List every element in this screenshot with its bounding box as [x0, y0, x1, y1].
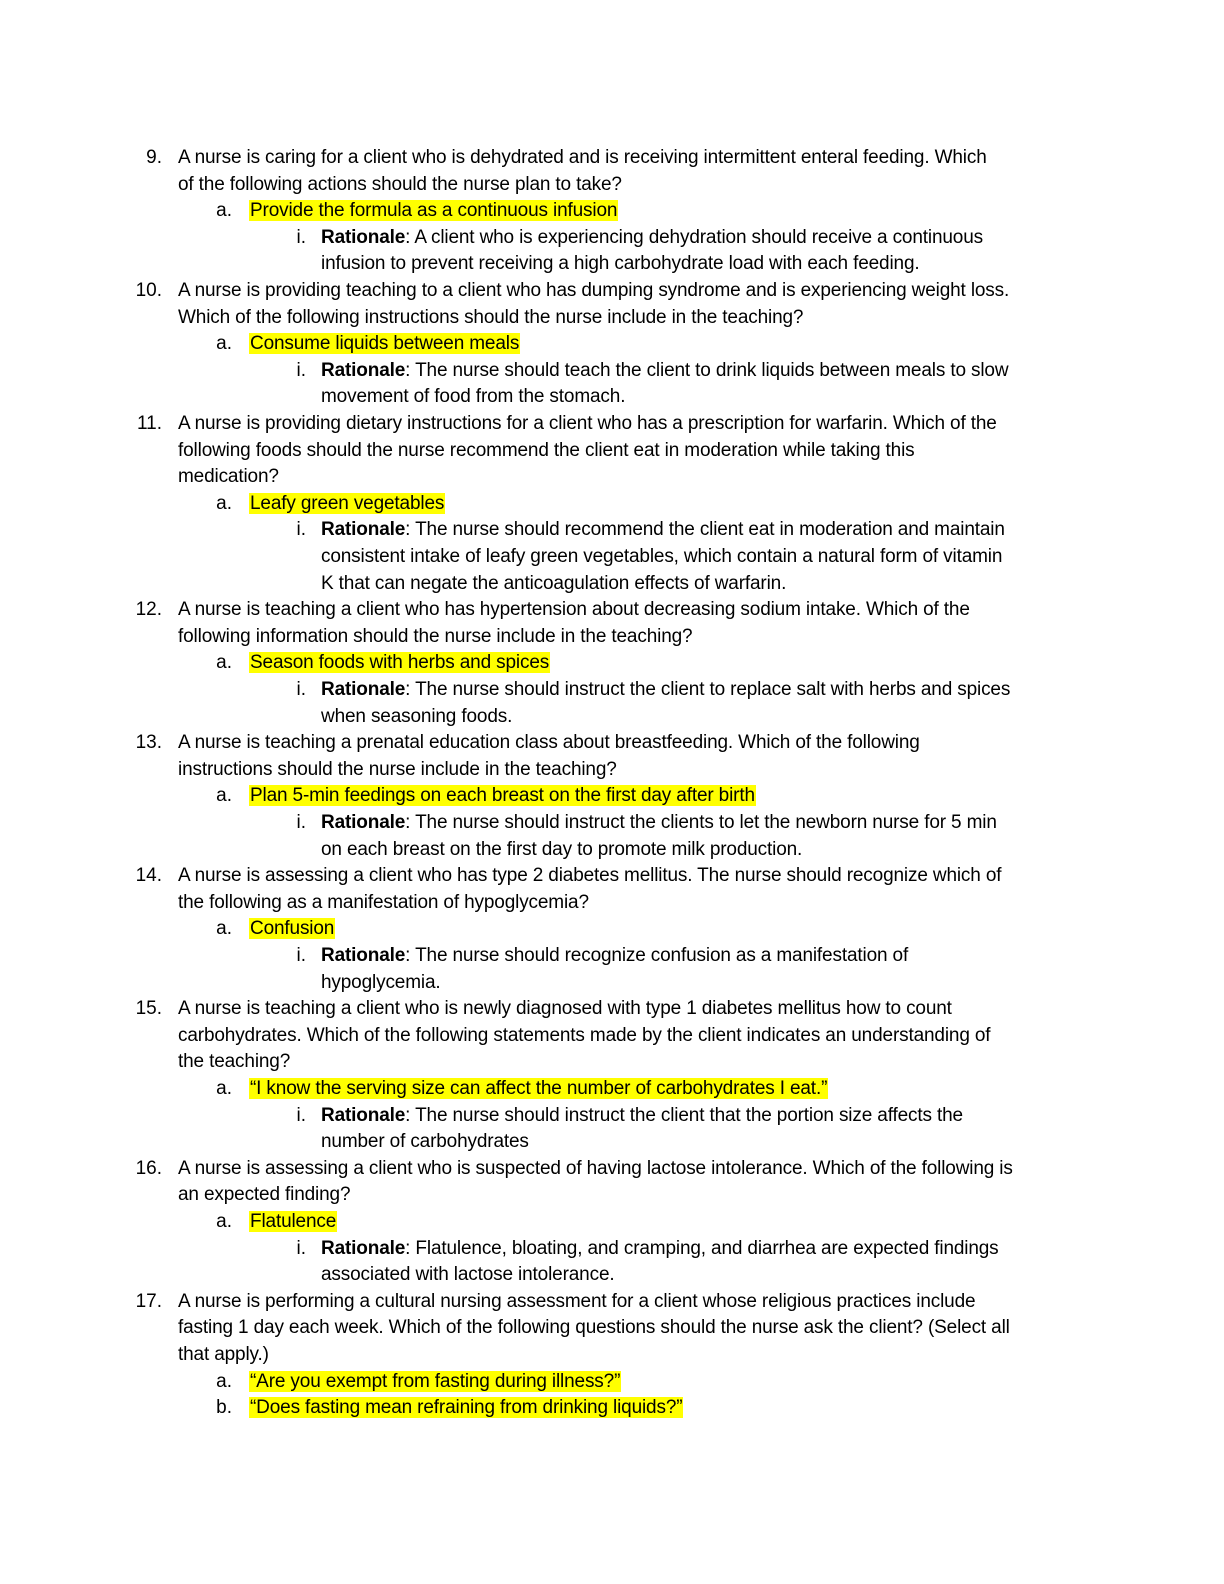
answer-line: [249, 783, 756, 810]
question-stem-line: the teaching?: [178, 1051, 291, 1073]
question-number: 12.: [135, 599, 162, 621]
highlighted-answer: Provide the formula as a continuous infusion: [250, 200, 618, 222]
question-stem-line: A nurse is providing dietary instructions for a client who has a prescription for warfarin. Which of the: [178, 413, 997, 434]
rationale-line: [321, 571, 786, 598]
rationale-line: [321, 943, 908, 970]
question-stem-line: the following as a manifestation of hypoglycemia?: [178, 891, 589, 913]
rationale-line: [321, 384, 625, 411]
rationale-text: : Flatulence, bloating, and cramping, and diarrhea are expected findings: [405, 1237, 999, 1259]
rationale-text: associated with lactose intolerance.: [321, 1264, 615, 1286]
rationale-label: Rationale: [321, 519, 406, 541]
rationale-text: on each breast on the first day to promote milk production.: [321, 838, 803, 860]
question-stem-line: A nurse is teaching a client who has hypertension about decreasing sodium intake. Which of the: [178, 599, 970, 621]
rationale-line: [321, 704, 512, 731]
rationale-numeral: i.: [296, 1104, 306, 1126]
question-number: 15.: [135, 998, 162, 1020]
question-stem-line: instructions should the nurse include in the teaching?: [178, 758, 617, 780]
rationale-text: movement of food from the stomach.: [321, 386, 626, 408]
question-number: 11.: [136, 413, 162, 434]
rationale-numeral: i.: [296, 812, 306, 833]
rationale-label: Rationale: [321, 359, 406, 381]
rationale-numeral: i.: [296, 226, 306, 248]
answer-line: [249, 198, 618, 225]
rationale-line: [321, 837, 802, 864]
rationale-text: : A client who is experiencing dehydration should receive a continuous: [405, 226, 983, 248]
rationale-text: infusion to prevent receiving a high carbohydrate load with each feeding.: [321, 253, 920, 275]
question-stem-line: following information should the nurse include in the teaching?: [178, 625, 693, 647]
answer-letter: a.: [216, 1078, 232, 1099]
highlighted-answer: Flatulence: [250, 1211, 337, 1232]
rationale-line: [321, 1236, 999, 1263]
rationale-text: when seasoning foods.: [321, 705, 513, 727]
answer-line: [249, 1076, 828, 1103]
highlighted-answer: “Are you exempt from fasting during illness?”: [250, 1370, 621, 1392]
rationale-line: [321, 251, 920, 278]
rationale-label: Rationale: [321, 226, 406, 248]
rationale-numeral: i.: [296, 359, 306, 381]
question-stem-line: A nurse is performing a cultural nursing assessment for a client whose religious practices include: [178, 1290, 976, 1312]
question-stem-line: A nurse is assessing a client who is suspected of having lactose intolerance. Which of the following is: [178, 1157, 1013, 1179]
rationale-label: Rationale: [321, 679, 406, 700]
question-stem-line: of the following actions should the nurse plan to take?: [178, 173, 622, 195]
question-stem-line: an expected finding?: [178, 1184, 351, 1206]
answer-line: [249, 916, 335, 943]
question-stem-line: A nurse is teaching a prenatal education class about breastfeeding. Which of the following: [178, 732, 920, 754]
question-number: 16.: [135, 1157, 162, 1179]
answer-letter: a.: [216, 1211, 232, 1232]
highlighted-answer: “I know the serving size can affect the number of carbohydrates I eat.”: [250, 1078, 828, 1099]
answer-line: [249, 331, 520, 358]
question-stem-line: following foods should the nurse recommend the client eat in moderation while taking this: [178, 439, 915, 461]
highlighted-answer: Consume liquids between meals: [250, 333, 520, 355]
rationale-text: number of carbohydrates: [321, 1131, 529, 1153]
rationale-line: [321, 1103, 963, 1130]
highlighted-answer: Confusion: [250, 918, 335, 940]
answer-line: [249, 1395, 683, 1422]
question-number: 9.: [146, 147, 162, 168]
question-number: 13.: [135, 732, 162, 754]
rationale-line: [321, 544, 1002, 571]
answer-letter: a.: [216, 785, 232, 807]
question-stem-line: A nurse is teaching a client who is newly diagnosed with type 1 diabetes mellitus how to count: [178, 998, 952, 1020]
rationale-line: [321, 1129, 529, 1156]
rationale-text: : The nurse should teach the client to drink liquids between meals to slow: [405, 359, 1009, 381]
answer-line: [249, 491, 445, 518]
answer-letter: a.: [216, 333, 232, 355]
answer-letter: a.: [216, 918, 232, 940]
highlighted-answer: Plan 5-min feedings on each breast on the first day after birth: [250, 785, 755, 807]
rationale-numeral: i.: [296, 519, 306, 541]
rationale-line: [321, 225, 983, 252]
question-number: 17.: [135, 1290, 162, 1312]
rationale-line: [321, 810, 997, 837]
rationale-numeral: i.: [296, 679, 306, 700]
rationale-label: Rationale: [321, 1104, 406, 1126]
rationale-text: K that can negate the anticoagulation effects of warfarin.: [321, 572, 787, 594]
question-number: 14.: [135, 865, 162, 887]
rationale-text: : The nurse should instruct the client that the portion size affects the: [405, 1104, 963, 1126]
rationale-text: : The nurse should instruct the client to replace salt with herbs and spices: [405, 679, 1011, 700]
answer-letter: b.: [216, 1397, 232, 1419]
rationale-text: hypoglycemia.: [321, 971, 441, 993]
question-stem-line: A nurse is caring for a client who is dehydrated and is receiving intermittent enteral feeding. Which: [178, 147, 987, 168]
answer-line: [249, 650, 550, 677]
rationale-label: Rationale: [321, 945, 406, 966]
question-number: 10.: [135, 280, 162, 301]
rationale-line: [321, 358, 1008, 385]
rationale-line: [321, 517, 1005, 544]
highlighted-answer: “Does fasting mean refraining from drinking liquids?”: [250, 1397, 683, 1419]
rationale-text: consistent intake of leafy green vegetables, which contain a natural form of vitamin: [321, 546, 1003, 567]
answer-line: [249, 1369, 621, 1396]
question-stem-line: carbohydrates. Which of the following statements made by the client indicates an understanding of: [178, 1024, 991, 1046]
answer-line: [249, 1209, 337, 1236]
rationale-label: Rationale: [321, 1237, 406, 1259]
rationale-line: [321, 677, 1010, 704]
rationale-text: : The nurse should instruct the clients to let the newborn nurse for 5 min: [405, 812, 997, 833]
answer-letter: a.: [216, 652, 232, 674]
answer-letter: a.: [216, 1370, 232, 1392]
rationale-line: [321, 1262, 615, 1289]
highlighted-answer: Leafy green vegetables: [250, 492, 445, 514]
answer-letter: a.: [216, 200, 232, 222]
highlighted-answer: Season foods with herbs and spices: [250, 652, 550, 674]
question-stem-line: A nurse is assessing a client who has type 2 diabetes mellitus. The nurse should recognize which of: [178, 865, 1002, 887]
rationale-line: [321, 970, 441, 997]
question-stem-line: fasting 1 day each week. Which of the following questions should the nurse ask the client? (Select all: [178, 1317, 1010, 1339]
rationale-text: : The nurse should recognize confusion as a manifestation of: [405, 945, 909, 966]
rationale-numeral: i.: [296, 1237, 306, 1259]
rationale-text: : The nurse should recommend the client eat in moderation and maintain: [405, 519, 1005, 541]
question-stem-line: that apply.): [178, 1344, 269, 1365]
rationale-label: Rationale: [321, 812, 406, 833]
question-stem-line: A nurse is providing teaching to a client who has dumping syndrome and is experiencing weight loss.: [178, 280, 1010, 301]
question-stem-line: Which of the following instructions should the nurse include in the teaching?: [178, 306, 804, 328]
rationale-numeral: i.: [296, 945, 306, 966]
answer-letter: a.: [216, 492, 232, 514]
question-stem-line: medication?: [178, 466, 279, 488]
